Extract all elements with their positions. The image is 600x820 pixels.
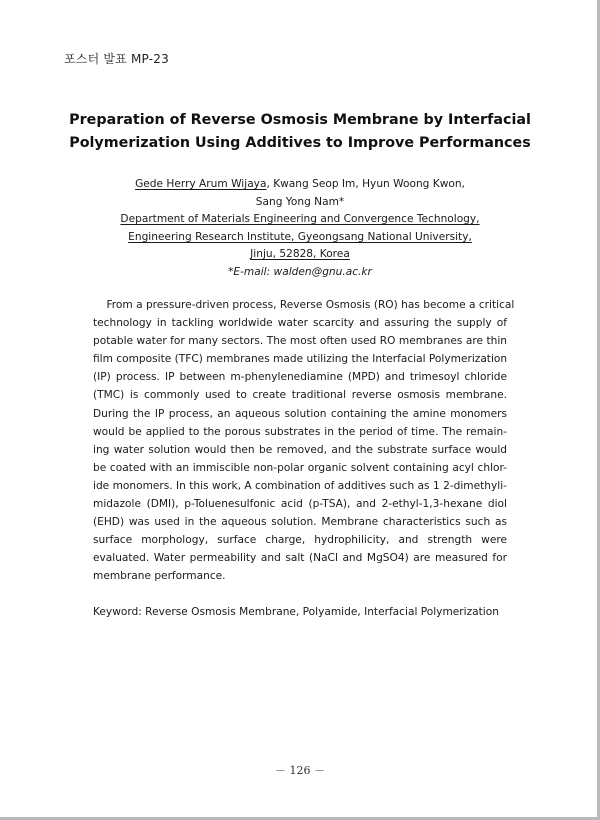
abstract-line: film composite (TFC) membranes made utilizing the Interfacial Polymerization — [93, 353, 508, 366]
session-label: 포스터 발표 MP-23 — [64, 52, 169, 66]
abstract-line: technology in tackling worldwide water scarcity and assuring the supply of — [93, 317, 507, 330]
abstract-line: (EHD) was used in the aqueous solution. Membrane characteristics such as — [93, 516, 507, 529]
affiliation-line-1: Department of Materials Engineering and Convergence Technology, — [120, 213, 480, 226]
abstract-line: be coated with an immiscible non-polar organic solvent containing acyl chlor- — [93, 461, 507, 474]
abstract-line: surface morphology, surface charge, hydrophilicity, and strength were — [93, 534, 507, 547]
abstract-line: midazole (DMI), p-Toluenesulfonic acid (p-TSA), and 2-ethyl-1,3-hexane diol — [93, 498, 507, 511]
author-email: *E-mail: walden@gnu.ac.kr — [228, 265, 372, 278]
co-authors-2: Sang Yong Nam* — [255, 195, 345, 208]
keywords: Keyword: Reverse Osmosis Membrane, Polyamide, Interfacial Polymerization — [93, 606, 499, 618]
page-number: － 126 － — [275, 764, 325, 777]
abstract-line: (IP) process. IP between m-phenylenediamine (MPD) and trimesoyl chloride — [93, 371, 507, 384]
abstract-line: potable water for many sectors. The most often used RO membranes are thin — [93, 335, 507, 348]
abstract-line: (TMC) is commonly used to create traditional reverse osmosis membrane. — [93, 389, 507, 402]
author-line-1 — [60, 176, 540, 194]
abstract — [93, 296, 515, 586]
title-line-2: Polymerization Using Additives to Improve Performances — [69, 135, 531, 151]
title-line-1: Preparation of Reverse Osmosis Membrane by Interfacial — [69, 112, 531, 128]
co-authors-1: , Kwang Seop Im, Hyun Woong Kwon, — [266, 178, 465, 190]
paper-title — [60, 109, 540, 155]
abstract-line: would be applied to the porous substrates in the period of time. The remain- — [93, 425, 507, 438]
abstract-line: membrane performance. — [93, 570, 226, 583]
affiliation-line-2: Engineering Research Institute, Gyeongsang National University, — [128, 230, 472, 243]
author-block — [60, 176, 540, 282]
abstract-line: ing water solution would then be removed, and the substrate surface would — [93, 443, 507, 456]
abstract-line: ide monomers. In this work, A combination of additives such as 1 2-dimethyli- — [93, 479, 507, 492]
abstract-line: From a pressure-driven process, Reverse Osmosis (RO) has become a critical — [93, 299, 515, 311]
affiliation-line-3: Jinju, 52828, Korea — [250, 248, 350, 261]
abstract-line: evaluated. Water permeability and salt (NaCl and MgSO4) are measured for — [93, 552, 507, 565]
abstract-line: During the IP process, an aqueous solution containing the amine monomers — [93, 407, 507, 420]
presenting-author: Gede Herry Arum Wijaya — [135, 178, 267, 190]
